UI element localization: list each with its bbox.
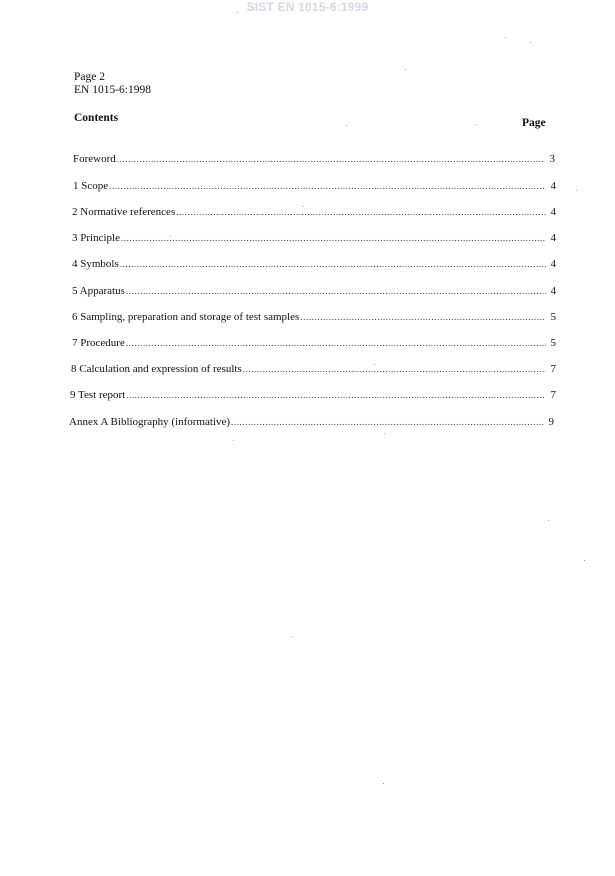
toc-entry-label: 1 Scope bbox=[73, 180, 109, 192]
toc-entry-page: 7 bbox=[550, 363, 556, 375]
toc-entry-page: 3 bbox=[549, 153, 555, 165]
scan-speck bbox=[548, 520, 549, 521]
toc-entry-label: 7 Procedure bbox=[72, 337, 125, 349]
toc-entry-page: 4 bbox=[550, 232, 556, 244]
document-id: EN 1015-6:1998 bbox=[74, 84, 151, 96]
toc-leader-dots bbox=[243, 364, 546, 374]
scan-speck bbox=[384, 433, 385, 434]
scan-speck bbox=[475, 124, 476, 125]
toc-entry-page: 4 bbox=[550, 206, 556, 218]
page-number: Page 2 bbox=[74, 71, 105, 83]
toc-entry-page: 4 bbox=[550, 285, 556, 297]
toc-entry-apparatus[interactable] bbox=[72, 285, 556, 297]
toc-entry-label: 2 Normative references bbox=[72, 206, 176, 218]
toc-entry-test-report[interactable] bbox=[70, 389, 556, 401]
scan-speck bbox=[292, 636, 293, 637]
scan-speck bbox=[530, 42, 531, 43]
toc-entry-page: 5 bbox=[550, 337, 556, 349]
toc-entry-page: 7 bbox=[550, 389, 556, 401]
toc-leader-dots bbox=[126, 338, 546, 348]
scan-speck bbox=[405, 69, 406, 70]
document-watermark: SIST EN 1015-6:1999 bbox=[246, 0, 369, 14]
toc-entry-label: 9 Test report bbox=[70, 389, 126, 401]
toc-entry-calculation[interactable] bbox=[71, 363, 556, 375]
toc-entry-page: 5 bbox=[550, 311, 556, 323]
toc-leader-dots bbox=[231, 417, 544, 427]
scan-speck bbox=[233, 440, 234, 441]
toc-entry-normative-references[interactable] bbox=[72, 206, 556, 218]
scan-speck bbox=[170, 236, 171, 237]
toc-entry-page: 4 bbox=[550, 180, 556, 192]
toc-leader-dots bbox=[126, 286, 546, 296]
scan-speck bbox=[584, 560, 585, 561]
toc-leader-dots bbox=[126, 390, 546, 400]
toc-entry-annex-a[interactable] bbox=[69, 416, 554, 428]
toc-entry-label: 4 Symbols bbox=[72, 258, 119, 270]
scan-speck bbox=[302, 206, 303, 207]
scan-speck bbox=[374, 364, 375, 365]
toc-leader-dots bbox=[176, 207, 546, 217]
toc-entry-page: 4 bbox=[550, 258, 556, 270]
toc-leader-dots bbox=[120, 259, 546, 269]
toc-entry-page: 9 bbox=[548, 416, 554, 428]
scan-speck bbox=[505, 37, 506, 38]
toc-entry-principle[interactable] bbox=[72, 232, 556, 244]
scan-speck bbox=[576, 190, 577, 191]
toc-entry-label: 5 Apparatus bbox=[72, 285, 125, 297]
toc-entry-label: Foreword bbox=[73, 153, 116, 165]
scan-speck bbox=[237, 12, 238, 13]
toc-entry-label: 8 Calculation and expression of results bbox=[71, 363, 242, 375]
page-column-heading: Page bbox=[522, 117, 546, 129]
scan-speck bbox=[383, 783, 384, 784]
toc-entry-symbols[interactable] bbox=[72, 258, 556, 270]
toc-entry-label: 6 Sampling, preparation and storage of test samples bbox=[72, 311, 300, 323]
toc-entry-label: Annex A Bibliography (informative) bbox=[69, 416, 230, 428]
toc-entry-foreword[interactable] bbox=[73, 153, 555, 165]
contents-heading: Contents bbox=[74, 112, 119, 124]
toc-leader-dots bbox=[300, 312, 546, 322]
scan-speck bbox=[346, 125, 347, 126]
toc-leader-dots bbox=[121, 233, 546, 243]
toc-entry-scope[interactable] bbox=[73, 180, 556, 192]
toc-entry-label: 3 Principle bbox=[72, 232, 120, 244]
toc-leader-dots bbox=[109, 181, 546, 191]
toc-entry-procedure[interactable] bbox=[72, 337, 556, 349]
toc-leader-dots bbox=[117, 154, 545, 164]
toc-entry-sampling[interactable] bbox=[72, 311, 556, 323]
